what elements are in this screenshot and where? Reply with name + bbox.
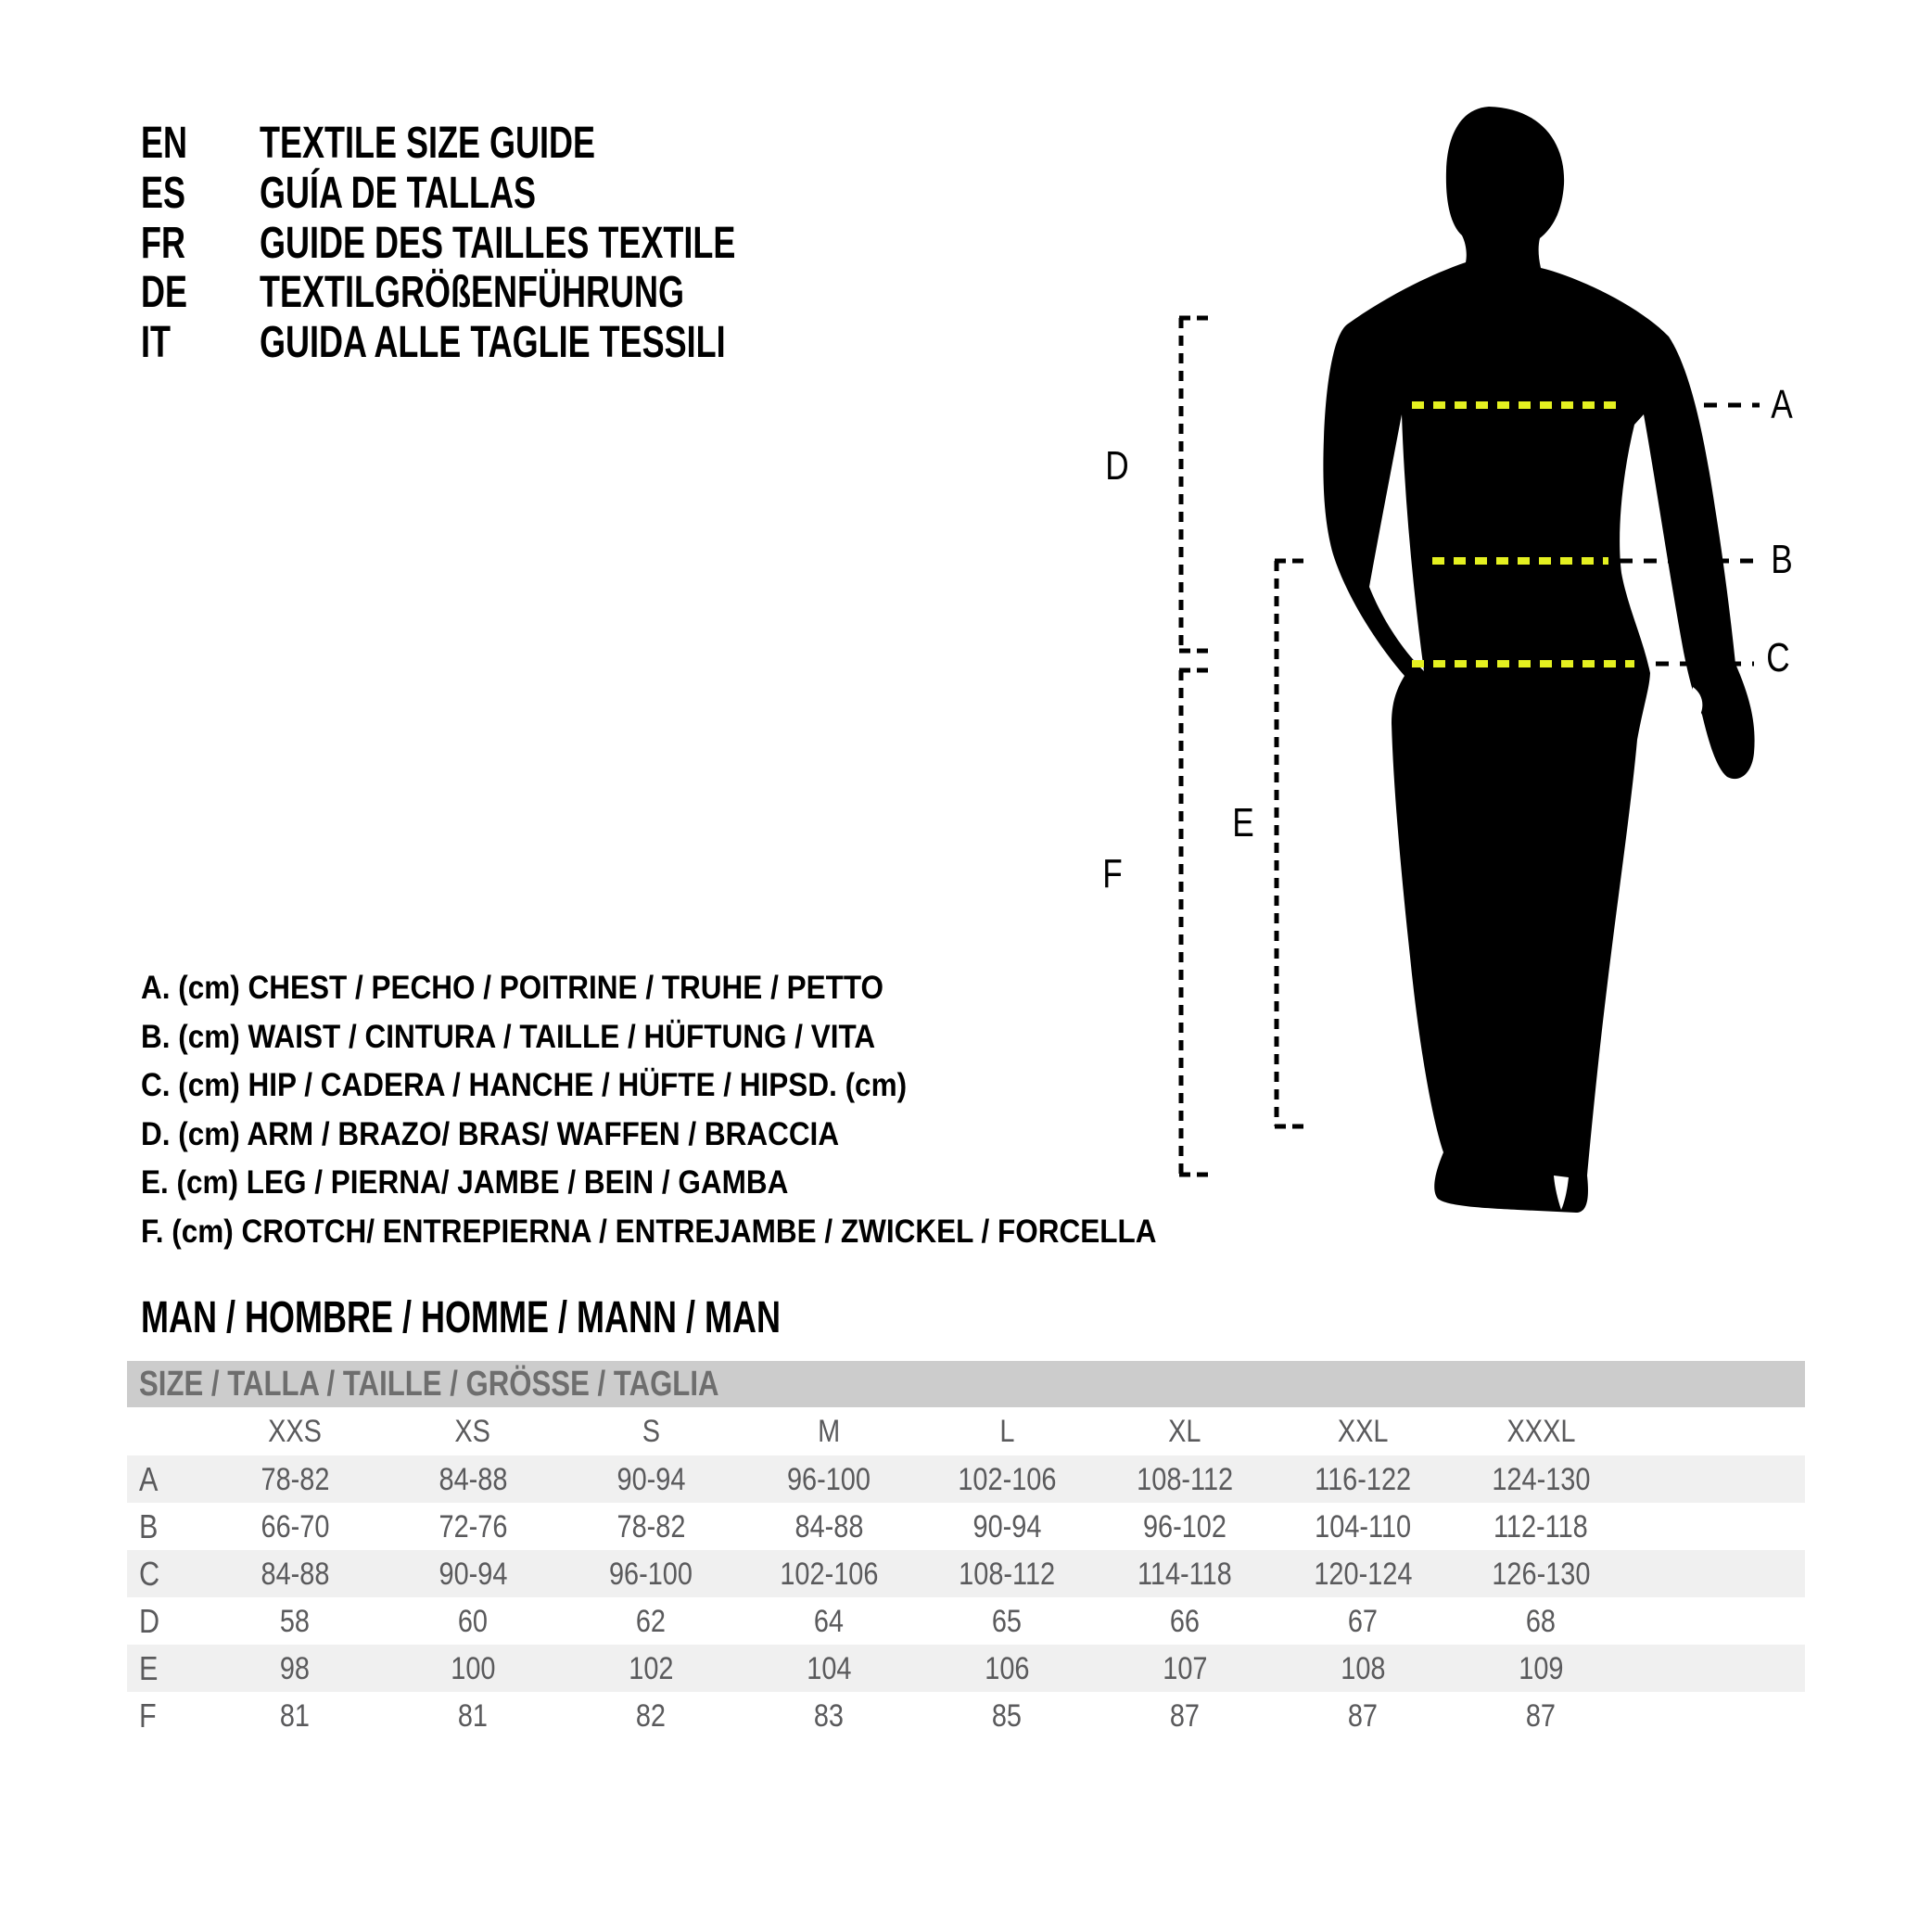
- size-value-text: 102: [628, 1650, 674, 1686]
- size-column-header-text: S: [642, 1414, 660, 1449]
- size-value-cell: [740, 1697, 918, 1734]
- size-value-cell: [562, 1697, 740, 1734]
- legend-row-text: B. (cm) WAIST / CINTURA / TAILLE / HÜFTUNG / VITA: [141, 1018, 876, 1055]
- legend-row: [141, 964, 1269, 1013]
- size-value-cell: [740, 1650, 918, 1686]
- size-value-cell: [562, 1603, 740, 1639]
- language-title-text: GUIDE DES TAILLES TEXTILE: [260, 218, 736, 268]
- category-line: [141, 1293, 994, 1343]
- size-value-cell: [1096, 1697, 1274, 1734]
- size-value-cell: [918, 1603, 1096, 1639]
- size-column-header-text: XXS: [268, 1414, 322, 1449]
- language-code-text: IT: [141, 318, 171, 368]
- size-value-text: 84-88: [794, 1508, 863, 1544]
- size-value-text: 81: [457, 1697, 489, 1734]
- size-value-text: 112-118: [1493, 1508, 1588, 1544]
- size-value-cell: [1096, 1603, 1274, 1639]
- size-value-text: 66-70: [261, 1508, 329, 1544]
- size-table-row: [127, 1597, 1805, 1645]
- size-value-cell: [1274, 1650, 1452, 1686]
- size-value-cell: [1274, 1558, 1452, 1590]
- size-value-cell: [562, 1508, 740, 1544]
- size-value-text: 96-100: [787, 1461, 871, 1497]
- size-value-cell: [384, 1697, 562, 1734]
- size-value-text: 82: [635, 1697, 667, 1734]
- size-row-key: [127, 1648, 206, 1687]
- measure-label-a: A: [1771, 382, 1793, 427]
- size-column-header: [1274, 1416, 1452, 1447]
- size-value-cell: [1274, 1603, 1452, 1639]
- size-value-text: 58: [279, 1603, 311, 1639]
- size-value-cell: [1452, 1558, 1630, 1590]
- size-column-header: [206, 1416, 384, 1447]
- legend-row-text: A. (cm) CHEST / PECHO / POITRINE / TRUHE / PETTO: [141, 970, 884, 1006]
- size-value-text: 64: [813, 1603, 845, 1639]
- size-value-text: 100: [450, 1650, 496, 1686]
- size-value-text: 96-100: [609, 1556, 693, 1592]
- size-row-key: [127, 1554, 206, 1593]
- size-column-header-text: L: [998, 1414, 1015, 1449]
- size-value-cell: [562, 1461, 740, 1497]
- language-title-text: GUIDA ALLE TAGLIE TESSILI: [260, 318, 726, 368]
- measure-line-d: [1179, 318, 1214, 651]
- size-table-row: [127, 1692, 1805, 1739]
- size-value-cell: [1452, 1508, 1630, 1544]
- size-value-cell: [384, 1650, 562, 1686]
- size-value-text: 85: [991, 1697, 1023, 1734]
- size-value-text: 90-94: [439, 1556, 507, 1592]
- language-code-text: DE: [141, 268, 188, 318]
- size-value-text: 120-124: [1313, 1556, 1413, 1592]
- language-title-text: GUÍA DE TALLAS: [260, 168, 536, 218]
- size-value-text: 116-122: [1315, 1461, 1411, 1497]
- size-column-header-text: XXXL: [1506, 1414, 1575, 1449]
- size-value-text: 107: [1162, 1650, 1208, 1686]
- size-value-text: 68: [1525, 1603, 1557, 1639]
- size-value-text: 62: [635, 1603, 667, 1639]
- size-value-cell: [1096, 1508, 1274, 1544]
- size-value-text: 65: [991, 1603, 1023, 1639]
- legend-row-text: E. (cm) LEG / PIERNA/ JAMBE / BEIN / GAMBA: [141, 1164, 789, 1201]
- legend-row: [141, 1013, 1269, 1062]
- measure-label-c: C: [1766, 635, 1790, 680]
- size-value-cell: [918, 1558, 1096, 1590]
- size-value-cell: [918, 1461, 1096, 1497]
- size-column-header-text: XS: [454, 1414, 491, 1449]
- size-row-key: [127, 1506, 206, 1545]
- size-value-cell: [740, 1461, 918, 1497]
- legend-row: [141, 1061, 1269, 1111]
- legend-row: [141, 1159, 1269, 1208]
- measure-label-f: F: [1102, 851, 1123, 896]
- size-value-cell: [384, 1558, 562, 1590]
- size-table-row: [127, 1503, 1805, 1550]
- size-value-cell: [206, 1558, 384, 1590]
- size-value-text: 84-88: [261, 1556, 329, 1592]
- size-value-text: 108: [1340, 1650, 1386, 1686]
- size-value-text: 90-94: [616, 1461, 685, 1497]
- size-value-cell: [206, 1650, 384, 1686]
- size-table-header-label: SIZE / TALLA / TAILLE / GRÖSSE / TAGLIA: [139, 1365, 719, 1404]
- size-value-text: 90-94: [972, 1508, 1041, 1544]
- size-value-cell: [918, 1697, 1096, 1734]
- language-code-text: EN: [141, 119, 188, 168]
- size-value-text: 104: [806, 1650, 852, 1686]
- size-value-cell: [562, 1650, 740, 1686]
- size-column-header: [1452, 1416, 1630, 1447]
- size-table-row: [127, 1550, 1805, 1597]
- measure-legend: [141, 964, 1269, 1256]
- size-value-cell: [562, 1558, 740, 1590]
- legend-row-text: F. (cm) CROTCH/ ENTREPIERNA / ENTREJAMBE / ZWICKEL / FORCELLA: [141, 1213, 1157, 1250]
- size-value-cell: [1452, 1461, 1630, 1497]
- size-table-row: [127, 1645, 1805, 1692]
- size-value-text: 66: [1169, 1603, 1201, 1639]
- size-value-cell: [1096, 1558, 1274, 1590]
- size-column-header: [740, 1416, 918, 1447]
- size-value-text: 96-102: [1143, 1508, 1227, 1544]
- size-value-text: 108-112: [1137, 1461, 1233, 1497]
- size-value-text: 106: [984, 1650, 1030, 1686]
- size-value-text: 98: [279, 1650, 311, 1686]
- size-row-key-text: A: [139, 1459, 159, 1498]
- size-value-cell: [918, 1650, 1096, 1686]
- size-column-header: [1096, 1416, 1274, 1447]
- legend-row-text: D. (cm) ARM / BRAZO/ BRAS/ WAFFEN / BRACCIA: [141, 1115, 840, 1152]
- language-title-text: TEXTILGRÖßENFÜHRUNG: [260, 268, 684, 318]
- size-column-header: [384, 1416, 562, 1447]
- size-table-row: [127, 1455, 1805, 1503]
- size-value-text: 83: [813, 1697, 845, 1734]
- size-column-header-text: M: [817, 1414, 841, 1449]
- legend-row: [141, 1111, 1269, 1160]
- size-value-text: 102-106: [957, 1461, 1057, 1497]
- size-value-text: 104-110: [1315, 1508, 1411, 1544]
- size-row-key: [127, 1696, 206, 1735]
- size-value-text: 72-76: [439, 1508, 507, 1544]
- size-column-header-row: [127, 1407, 1805, 1455]
- measure-label-e: E: [1232, 800, 1254, 845]
- size-value-text: 87: [1347, 1697, 1379, 1734]
- size-column-header-text: XXL: [1337, 1414, 1389, 1449]
- legend-row-text: C. (cm) HIP / CADERA / HANCHE / HÜFTE / HIPSD. (cm): [141, 1067, 908, 1103]
- size-value-cell: [918, 1508, 1096, 1544]
- measure-label-d: D: [1105, 443, 1129, 489]
- size-row-key-text: B: [139, 1506, 159, 1545]
- legend-row: [141, 1208, 1269, 1257]
- size-column-header: [562, 1416, 740, 1447]
- size-row-key-text: C: [139, 1554, 160, 1593]
- size-value-cell: [384, 1461, 562, 1497]
- size-value-text: 114-118: [1138, 1556, 1232, 1592]
- size-value-cell: [740, 1603, 918, 1639]
- size-table-header-band: [127, 1361, 1805, 1407]
- size-column-header: [918, 1416, 1096, 1447]
- size-table-body: [127, 1455, 1805, 1739]
- size-value-text: 126-130: [1491, 1556, 1591, 1592]
- size-value-cell: [740, 1508, 918, 1544]
- man-silhouette: [1323, 107, 1754, 1213]
- size-row-key: [127, 1459, 206, 1498]
- size-value-text: 124-130: [1491, 1461, 1591, 1497]
- size-value-text: 84-88: [439, 1461, 507, 1497]
- size-value-text: 87: [1525, 1697, 1557, 1734]
- size-table: [127, 1361, 1805, 1739]
- size-row-key-text: F: [139, 1696, 157, 1735]
- size-value-text: 78-82: [261, 1461, 329, 1497]
- size-value-cell: [1452, 1697, 1630, 1734]
- measure-label-b: B: [1771, 537, 1793, 582]
- language-code-text: FR: [141, 218, 185, 268]
- size-value-cell: [1452, 1603, 1630, 1639]
- size-value-cell: [1096, 1650, 1274, 1686]
- size-value-cell: [1274, 1461, 1452, 1497]
- size-value-cell: [384, 1603, 562, 1639]
- size-value-cell: [740, 1558, 918, 1590]
- size-value-cell: [1274, 1508, 1452, 1544]
- size-value-text: 67: [1347, 1603, 1379, 1639]
- language-title-text: TEXTILE SIZE GUIDE: [260, 119, 596, 168]
- size-value-text: 108-112: [959, 1556, 1055, 1592]
- size-value-text: 109: [1518, 1650, 1564, 1686]
- size-row-key-text: D: [139, 1601, 160, 1640]
- size-row-key: [127, 1601, 206, 1640]
- measure-line-e: [1275, 561, 1310, 1126]
- language-code-text: ES: [141, 168, 186, 218]
- size-value-cell: [1274, 1697, 1452, 1734]
- size-value-cell: [1096, 1461, 1274, 1497]
- size-value-cell: [206, 1461, 384, 1497]
- size-value-text: 87: [1169, 1697, 1201, 1734]
- size-value-cell: [206, 1603, 384, 1639]
- size-value-cell: [206, 1508, 384, 1544]
- size-value-text: 78-82: [616, 1508, 685, 1544]
- size-value-cell: [384, 1508, 562, 1544]
- size-value-text: 81: [279, 1697, 311, 1734]
- size-value-cell: [206, 1697, 384, 1734]
- size-value-text: 60: [457, 1603, 489, 1639]
- size-column-header-text: XL: [1168, 1414, 1201, 1449]
- size-value-text: 102-106: [779, 1556, 879, 1592]
- size-value-cell: [1452, 1650, 1630, 1686]
- size-row-key-text: E: [139, 1648, 159, 1687]
- category-line-text: MAN / HOMBRE / HOMME / MANN / MAN: [141, 1293, 781, 1342]
